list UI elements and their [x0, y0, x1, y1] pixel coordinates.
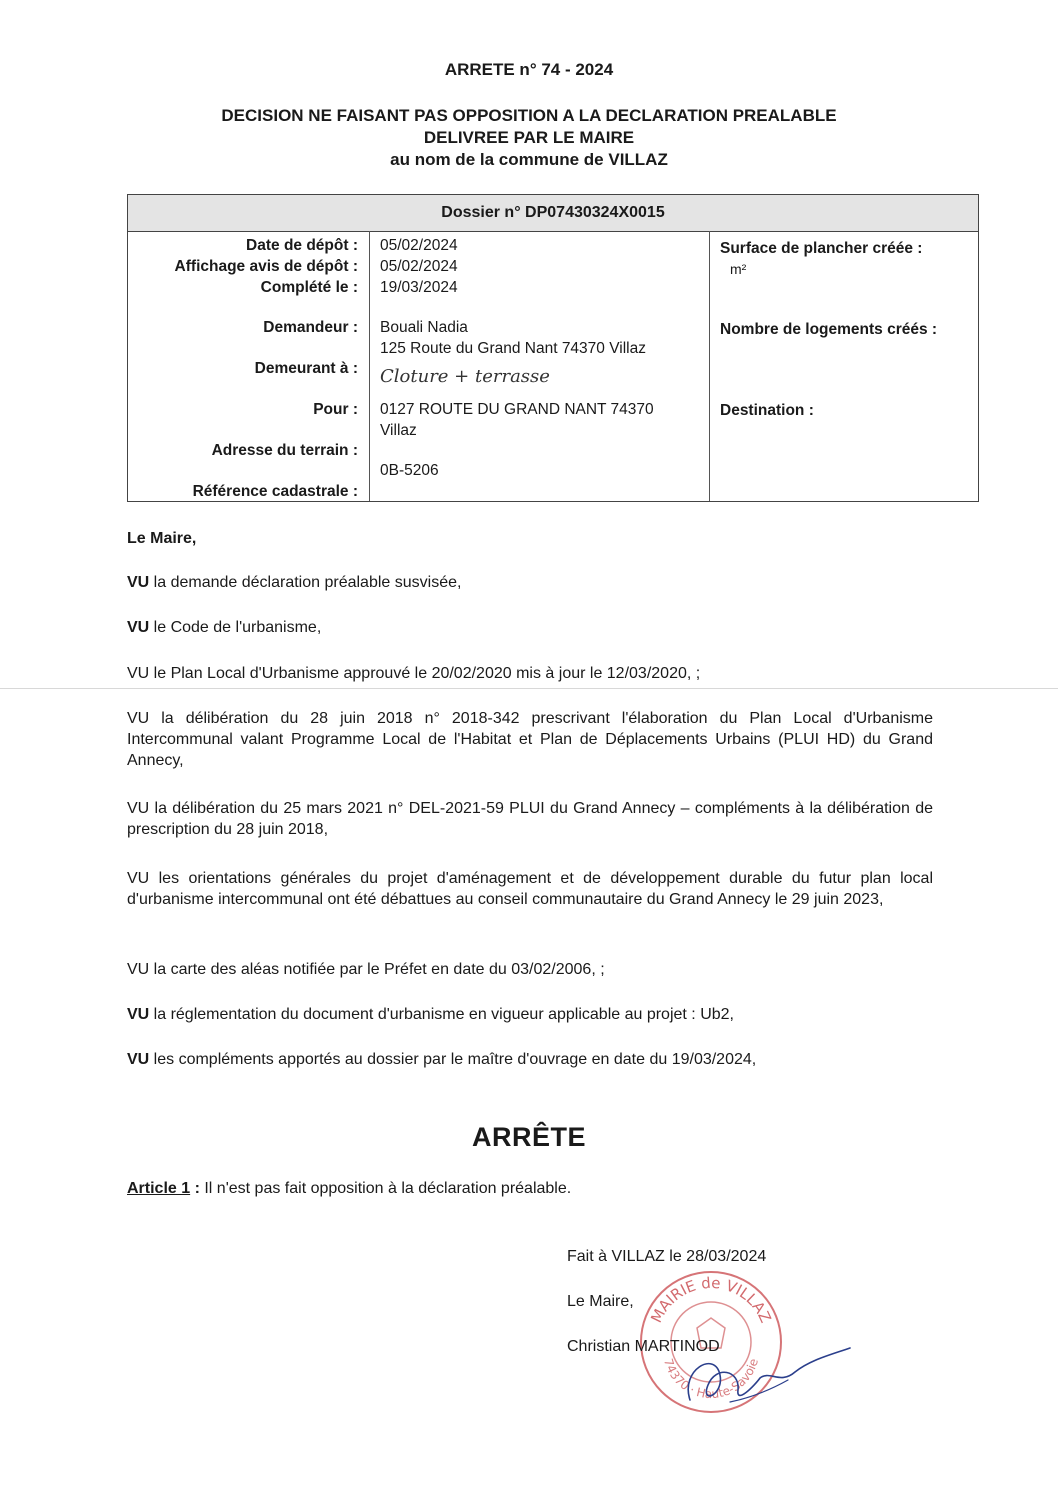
vu-keyword: VU — [127, 870, 150, 887]
handwritten-signature — [660, 1330, 860, 1430]
svg-text:74370 · Haute-Savoie: 74370 · Haute-Savoie — [661, 1356, 761, 1402]
vu-item-2 — [127, 617, 933, 638]
complete-label: Complété le : — [260, 279, 358, 296]
surface-unit: m² — [730, 261, 747, 277]
affichage-label: Affichage avis de dépôt : — [174, 258, 358, 275]
adresse-line2: Villaz — [380, 422, 417, 439]
demandeur-value: Bouali Nadia — [380, 319, 468, 336]
dossier-table — [127, 194, 979, 502]
vu-text: le Plan Local d'Urbanisme approuvé le 20/02/2020 mis à jour le 12/03/2020, ; — [149, 665, 701, 682]
vu-keyword: VU — [127, 619, 150, 636]
article-1 — [127, 1180, 571, 1198]
article-separator: : — [190, 1180, 205, 1197]
logements-label: Nombre de logements créés : — [720, 321, 938, 338]
pour-label: Pour : — [313, 401, 358, 418]
demeurant-label: Demeurant à : — [254, 360, 358, 377]
svg-text:MAIRIE de VILLAZ: MAIRIE de VILLAZ — [647, 1273, 775, 1326]
vu-item-6 — [127, 868, 933, 910]
vu-keyword: VU — [127, 1006, 150, 1023]
vu-item-8 — [127, 1004, 933, 1025]
vu-text: la demande déclaration préalable susvisée, — [149, 574, 462, 591]
commune-line: au nom de la commune de VILLAZ — [390, 150, 668, 169]
vu-item-1 — [127, 572, 933, 593]
vu-keyword: VU — [127, 961, 150, 978]
demeurant-value: 125 Route du Grand Nant 74370 Villaz — [380, 340, 646, 357]
adresse-line1: 0127 ROUTE DU GRAND NANT 74370 — [380, 401, 654, 418]
scan-line — [0, 688, 1058, 689]
vu-item-4 — [127, 708, 933, 771]
vu-keyword: VU — [127, 665, 150, 682]
document-title: ARRETE n° 74 - 2024 — [444, 60, 614, 79]
destination-label: Destination : — [720, 402, 814, 419]
table-divider-left — [369, 231, 370, 501]
ref-cadastrale-label: Référence cadastrale : — [192, 483, 358, 500]
vu-item-9 — [127, 1049, 933, 1070]
vu-keyword: VU — [127, 800, 150, 817]
table-divider-right — [709, 231, 710, 501]
vu-text: les compléments apportés au dossier par le maître d'ouvrage en date du 19/03/2024, — [149, 1051, 757, 1068]
date-depot-label: Date de dépôt : — [246, 237, 358, 254]
vu-text: la délibération du 25 mars 2021 n° DEL-2021-59 PLUI du Grand Annecy – compléments à la délibération de prescription du 28 juin 2018, — [127, 800, 933, 838]
signatory-role: Le Maire, — [567, 1293, 634, 1310]
vu-item-7 — [127, 959, 933, 980]
vu-item-5 — [127, 798, 933, 840]
dossier-number: Dossier n° DP07430324X0015 — [128, 195, 978, 232]
vu-keyword: VU — [127, 1051, 150, 1068]
article-label: Article 1 — [127, 1180, 191, 1197]
complete-value: 19/03/2024 — [380, 279, 458, 296]
vu-keyword: VU — [127, 574, 150, 591]
vu-text: la carte des aléas notifiée par le Préfet en date du 03/02/2006, ; — [149, 961, 605, 978]
decision-heading: ARRÊTE — [471, 1122, 586, 1152]
place-date: Fait à VILLAZ le 28/03/2024 — [567, 1248, 767, 1265]
decision-title-line1: DECISION NE FAISANT PAS OPPOSITION A LA DECLARATION PREALABLE — [221, 106, 837, 125]
surface-label: Surface de plancher créée : — [720, 240, 923, 257]
demandeur-label: Demandeur : — [263, 319, 358, 336]
maire-intro: Le Maire, — [127, 530, 197, 547]
vu-keyword: VU — [127, 710, 150, 727]
vu-text: la réglementation du document d'urbanisme en vigueur applicable au projet : Ub2, — [149, 1006, 734, 1023]
handwritten-note: Cloture + terrasse — [380, 366, 550, 387]
decision-title-line2: DELIVREE PAR LE MAIRE — [423, 128, 635, 147]
vu-text: la délibération du 28 juin 2018 n° 2018-342 prescrivant l'élaboration du Plan Local d'Urbanisme Intercommunal valant Programme Local de l'Habitat et Plan de Déplacements Urbains (PLUI HD) du Grand Annecy, — [127, 710, 933, 769]
vu-item-3 — [127, 663, 933, 684]
vu-text: les orientations générales du projet d'aménagement et de développement durable du futur plan local d'urbanisme intercommunal ont été débattues au conseil communautaire du Grand Annecy le 29 juin 2023, — [127, 870, 933, 908]
adresse-terrain-label: Adresse du terrain : — [211, 442, 358, 459]
date-depot-value: 05/02/2024 — [380, 237, 458, 254]
ref-cadastrale-value: 0B-5206 — [380, 462, 439, 479]
affichage-value: 05/02/2024 — [380, 258, 458, 275]
vu-text: le Code de l'urbanisme, — [149, 619, 322, 636]
signatory-name: Christian MARTINOD — [567, 1338, 720, 1355]
article-text: Il n'est pas fait opposition à la déclaration préalable. — [204, 1180, 572, 1197]
